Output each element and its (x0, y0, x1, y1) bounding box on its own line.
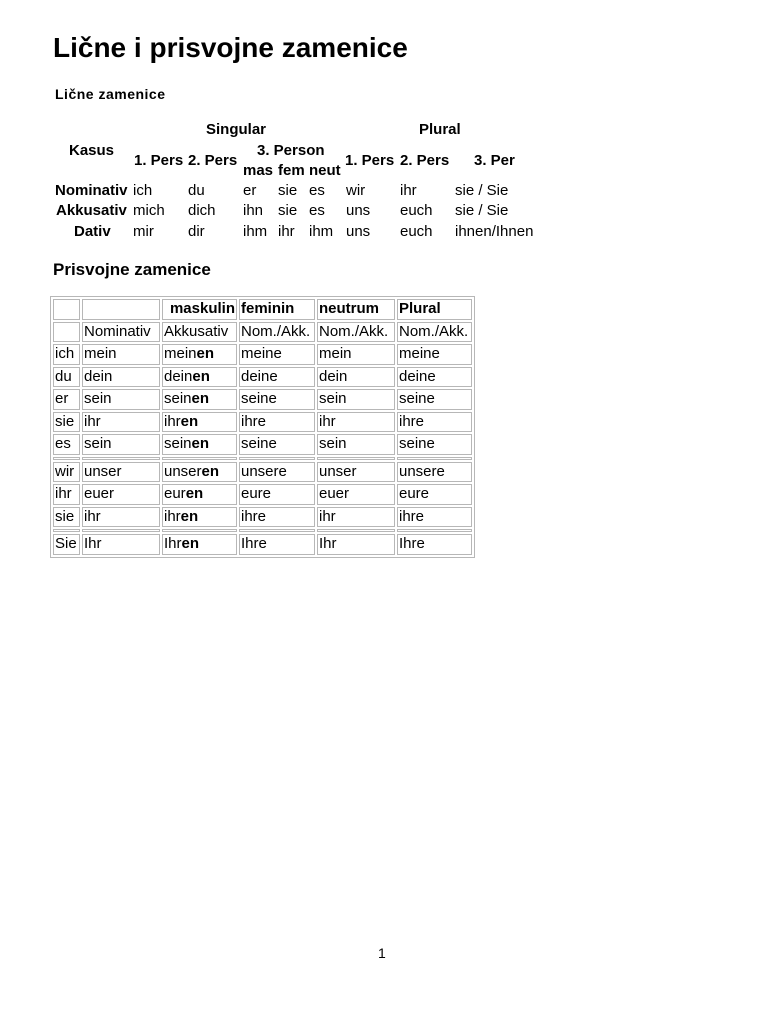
pronoun-cell: ihn (243, 202, 264, 219)
akk-stem: ihr (164, 412, 181, 430)
akk-ending: en (191, 435, 210, 453)
plural-cell: Ihre (397, 534, 472, 555)
pronoun-cell: wir (346, 182, 366, 199)
neutrum-cell: euer (317, 484, 395, 505)
subheader-cell: Akkusativ (162, 322, 237, 343)
nominativ-cell: sein (82, 434, 160, 455)
pronoun-cell: sie (53, 507, 80, 528)
feminin-cell: unsere (239, 462, 315, 483)
pronoun-cell: euch (400, 202, 433, 219)
plural-cell: eure (397, 484, 472, 505)
pronoun-cell: ich (133, 182, 153, 199)
subheader-cell: Nom./Akk. (317, 322, 395, 343)
akk-ending: en (181, 535, 200, 553)
akk-ending: en (201, 462, 220, 480)
header-cell-neutrum: neutrum (317, 299, 395, 320)
feminin-cell: meine (239, 344, 315, 365)
nominativ-cell: dein (82, 367, 160, 388)
header-1-pers-pl: 1. Pers (345, 152, 395, 169)
table-subheader-row (53, 322, 472, 343)
pronoun-cell: du (53, 367, 80, 388)
table-spacer-row (53, 457, 472, 460)
akkusativ-cell (162, 434, 237, 455)
case-label: Nominativ (55, 182, 128, 199)
table-row (53, 412, 472, 433)
nominativ-cell: ihr (82, 412, 160, 433)
plural-cell: meine (397, 344, 472, 365)
plural-cell: seine (397, 434, 472, 455)
akk-ending: en (196, 345, 215, 363)
header-mas: mas (243, 162, 274, 179)
pronoun-cell: euch (400, 223, 433, 240)
pronoun-cell: mir (133, 223, 154, 240)
akkusativ-cell (162, 484, 237, 505)
possessive-pronoun-table (50, 296, 475, 558)
table-row (53, 507, 472, 528)
pronoun-cell: Sie (53, 534, 80, 555)
header-1-pers-sg: 1. Pers (134, 152, 184, 169)
case-label: Dativ (74, 223, 111, 240)
case-label: Akkusativ (56, 202, 127, 219)
subheader-cell: Nom./Akk. (397, 322, 472, 343)
nominativ-cell: unser (82, 462, 160, 483)
section-heading-personal: Lične zamenice (55, 86, 166, 102)
akk-stem: sein (164, 390, 192, 408)
nominativ-cell: ihr (82, 507, 160, 528)
neutrum-cell: Ihr (317, 534, 395, 555)
pronoun-cell: ihr (53, 484, 80, 505)
neutrum-cell: dein (317, 367, 395, 388)
page-title: Lične i prisvojne zamenice (53, 32, 408, 63)
pronoun-cell: ihr (400, 182, 417, 199)
subheader-cell: Nominativ (82, 322, 160, 343)
table-row (53, 344, 472, 365)
feminin-cell: seine (239, 389, 315, 410)
header-cell-maskulin: maskulin (162, 299, 237, 320)
akk-ending: en (191, 390, 210, 408)
header-plural: Plural (419, 121, 461, 138)
akk-ending: en (185, 485, 204, 503)
table-spacer-row (53, 529, 472, 532)
pronoun-cell: uns (346, 202, 371, 219)
pronoun-cell: ihr (278, 223, 295, 240)
plural-cell: unsere (397, 462, 472, 483)
akk-ending: en (180, 412, 199, 430)
feminin-cell: eure (239, 484, 315, 505)
header-3-per-pl: 3. Per (474, 152, 515, 169)
feminin-cell: ihre (239, 412, 315, 433)
pronoun-cell: ihnen/Ihnen (455, 223, 534, 240)
akk-stem: mein (164, 345, 197, 363)
plural-cell: seine (397, 389, 472, 410)
akkusativ-cell (162, 507, 237, 528)
header-cell (82, 299, 160, 320)
akkusativ-cell (162, 462, 237, 483)
akkusativ-cell (162, 412, 237, 433)
pronoun-cell: sie (53, 412, 80, 433)
neutrum-cell: unser (317, 462, 395, 483)
table-row (53, 462, 472, 483)
akkusativ-cell (162, 367, 237, 388)
pronoun-cell: ich (53, 344, 80, 365)
pronoun-cell: ihm (243, 223, 268, 240)
nominativ-cell: mein (82, 344, 160, 365)
pronoun-cell: dir (188, 223, 205, 240)
pronoun-cell: es (53, 434, 80, 455)
feminin-cell: ihre (239, 507, 315, 528)
plural-cell: deine (397, 367, 472, 388)
pronoun-cell: ihm (309, 223, 334, 240)
header-3-person: 3. Person (257, 142, 325, 159)
neutrum-cell: sein (317, 389, 395, 410)
nominativ-cell: sein (82, 389, 160, 410)
plural-cell: ihre (397, 507, 472, 528)
pronoun-cell: es (309, 182, 325, 199)
page-number: 1 (378, 945, 386, 961)
neutrum-cell: ihr (317, 412, 395, 433)
akk-stem: dein (164, 367, 193, 385)
table-row (53, 434, 472, 455)
subheader-cell (53, 322, 80, 343)
pronoun-cell: es (309, 202, 325, 219)
akk-ending: en (192, 367, 210, 385)
subheader-cell: Nom./Akk. (239, 322, 315, 343)
pronoun-cell: er (243, 182, 257, 199)
neutrum-cell: mein (317, 344, 395, 365)
pronoun-cell: sie / Sie (455, 202, 509, 219)
akk-stem: eur (164, 485, 186, 503)
feminin-cell: seine (239, 434, 315, 455)
akkusativ-cell (162, 344, 237, 365)
header-cell-plural: Plural (397, 299, 472, 320)
nominativ-cell: euer (82, 484, 160, 505)
pronoun-cell: mich (133, 202, 165, 219)
header-singular: Singular (206, 121, 267, 138)
header-2-pers-pl: 2. Pers (400, 152, 450, 169)
pronoun-cell: du (188, 182, 205, 199)
neutrum-cell: ihr (317, 507, 395, 528)
pronoun-cell: dich (188, 202, 216, 219)
table-row (53, 484, 472, 505)
akkusativ-cell (162, 389, 237, 410)
feminin-cell: deine (239, 367, 315, 388)
plural-cell: ihre (397, 412, 472, 433)
header-cell (53, 299, 80, 320)
pronoun-cell: sie / Sie (455, 182, 509, 199)
akk-stem: Ihr (164, 535, 182, 553)
pronoun-cell: sie (278, 182, 298, 199)
pronoun-cell: er (53, 389, 80, 410)
feminin-cell: Ihre (239, 534, 315, 555)
header-kasus: Kasus (69, 142, 115, 159)
table-row (53, 534, 472, 555)
pronoun-cell: wir (53, 462, 80, 483)
table-row (53, 367, 472, 388)
akk-stem: ihr (164, 507, 181, 525)
header-neut: neut (309, 162, 341, 179)
neutrum-cell: sein (317, 434, 395, 455)
akk-ending: en (180, 507, 199, 525)
section-heading-possessive: Prisvojne zamenice (53, 260, 211, 279)
pronoun-cell: sie (278, 202, 298, 219)
akkusativ-cell (162, 534, 237, 555)
akk-stem: unser (164, 462, 202, 480)
header-fem: fem (278, 162, 305, 179)
pronoun-cell: uns (346, 223, 371, 240)
table-row (53, 389, 472, 410)
akk-stem: sein (164, 435, 192, 453)
table-header-row (53, 299, 472, 320)
nominativ-cell: Ihr (82, 534, 160, 555)
header-2-pers-sg: 2. Pers (188, 152, 238, 169)
header-cell-feminin: feminin (239, 299, 315, 320)
